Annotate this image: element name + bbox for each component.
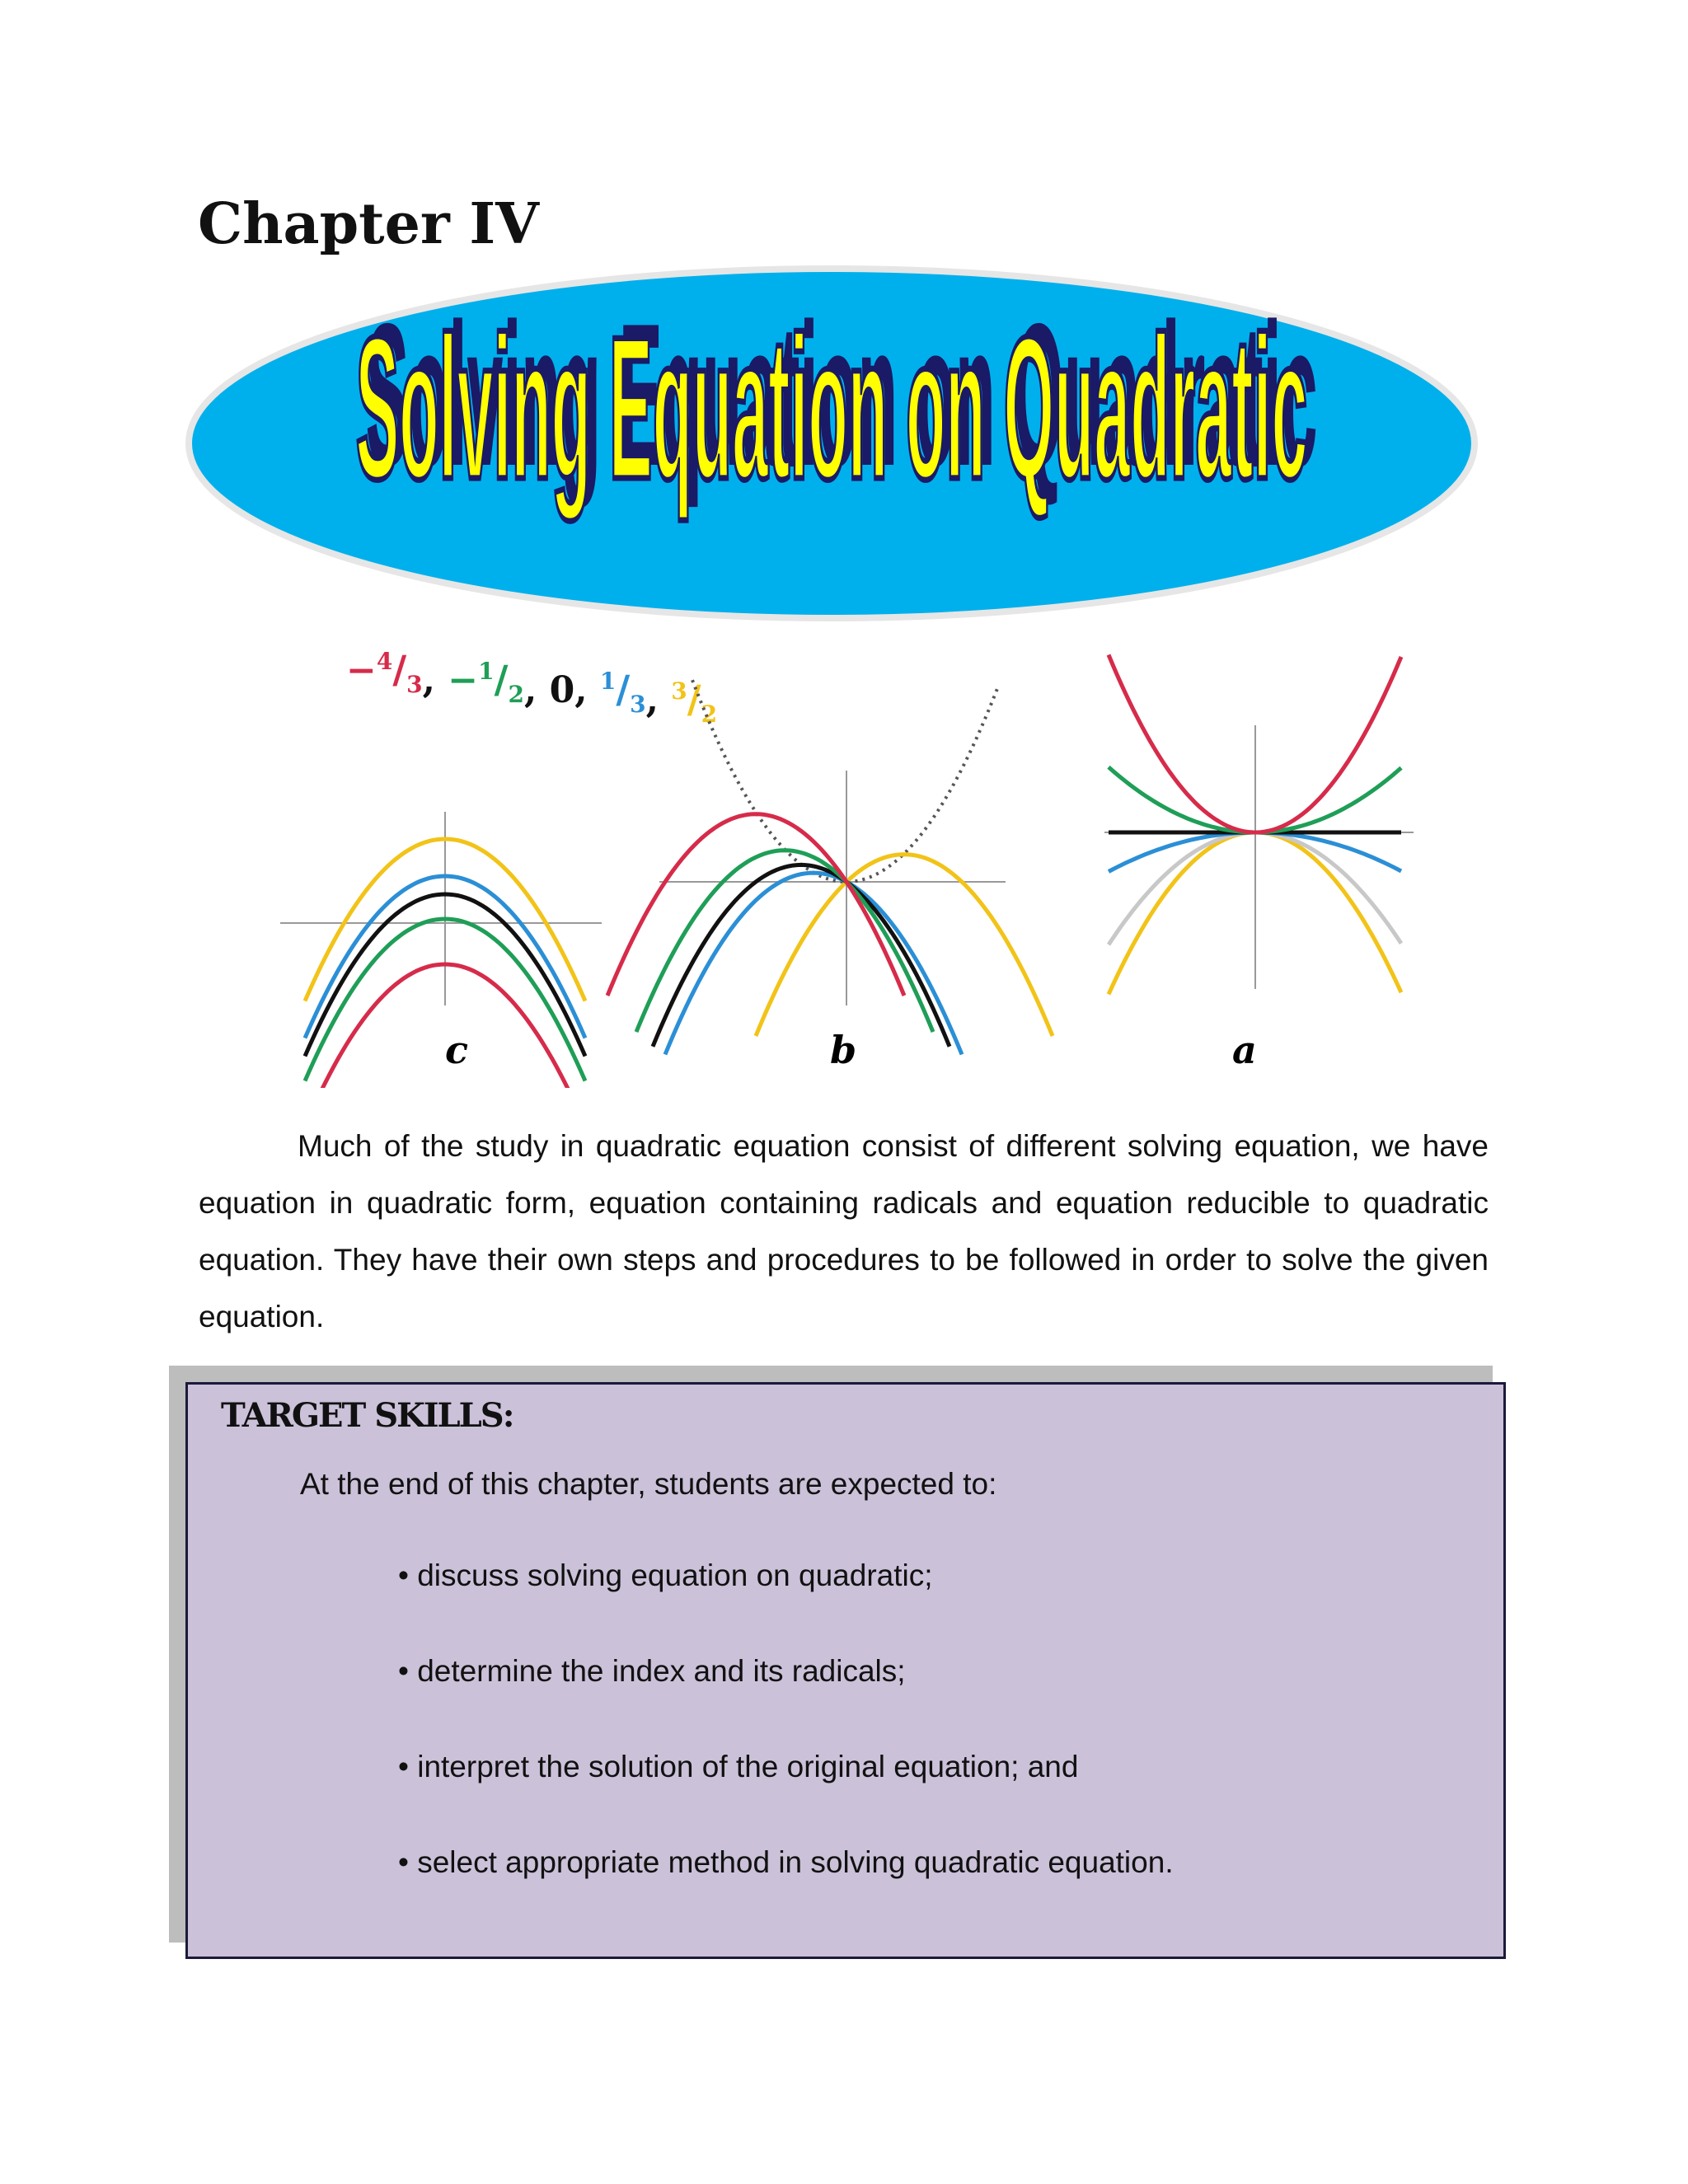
slope-denominator: 3 [630,691,646,718]
slope-separator: , [645,679,672,721]
target-skills-box [185,1382,1506,1959]
banner-title-shadow: Solving Equation on Quadratic [365,280,1318,509]
slope-separator: , [523,669,550,711]
skill-item: • determine the index and its radicals; [398,1653,1174,1749]
curve-dotted [692,680,997,882]
target-skills-list [398,1558,1174,1940]
slope-numerator: 1 [478,658,495,685]
skill-item: • select appropriate method in solving quadratic equation. [398,1844,1174,1940]
slope-bar: / [494,657,509,701]
slope-numerator: 1 [599,668,617,695]
slope-values [346,647,717,728]
slope-denominator: 2 [508,681,524,708]
curve [607,814,904,996]
quadratic-curves-figure [272,626,1442,1088]
slope-denominator: 2 [701,701,718,728]
slope-denominator: 3 [406,671,423,698]
target-skills-title: TARGET SKILLS: [221,1396,513,1435]
skill-item: • interpret the solution of the original equation; and [398,1749,1174,1844]
panel-label-c: c [445,1028,469,1072]
slope-zero: 0 [549,669,575,711]
curve [665,873,962,1054]
skill-item: • discuss solving equation on quadratic; [398,1558,1174,1653]
panel-label-a: a [1232,1028,1257,1072]
slope-separator: , [422,659,448,701]
banner-title: Solving Equation on Quadratic [355,293,1308,522]
slope-numerator: 3 [671,677,687,705]
target-skills-intro: At the end of this chapter, students are expected to: [300,1467,997,1501]
slope-bar: / [687,677,701,721]
chapter-heading: Chapter IV [198,191,539,257]
slope-sign: − [346,649,377,691]
slope-separator: , [574,669,600,711]
slope-bar: / [616,667,631,711]
panel-b [607,680,1053,1054]
title-banner [181,262,1482,625]
slope-numerator: 4 [376,648,393,675]
slope-bar: / [392,647,407,691]
panel-c [280,812,602,1088]
curve [653,865,950,1046]
slope-sign: − [448,659,479,701]
panel-label-b: b [830,1028,857,1072]
panel-a [1104,655,1414,995]
intro-paragraph: Much of the study in quadratic equation consist of different solving equation, we have equation in quadratic form, equation containing radicals and equation reducible to quadratic equation. They have their own steps and procedures to be followed in order to solve the given equation. [199,1129,1489,1333]
